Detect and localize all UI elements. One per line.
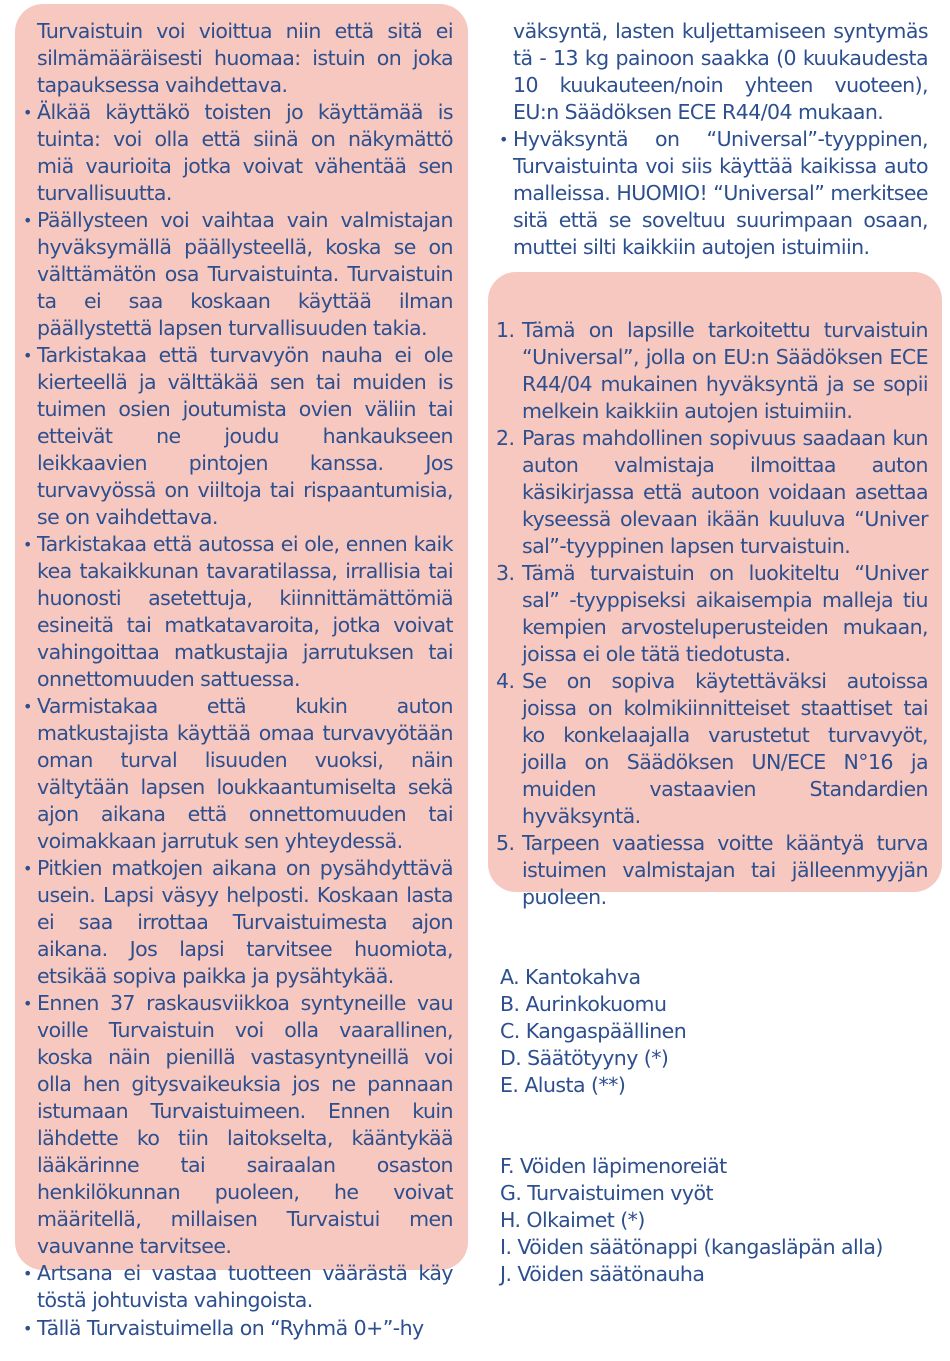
left-bullet-text: Artsana ei vastaa tuotteen väärästä käy töstä johtuvista vahingoista.	[37, 1261, 453, 1312]
part-label: G. Turvaistuimen vyöt	[500, 1181, 713, 1205]
part-label: A. Kantokahva	[500, 965, 641, 989]
part-label: F. Vöiden läpimenoreiät	[500, 1154, 727, 1178]
numbered-item	[496, 425, 928, 560]
bullet-dot-icon: •	[23, 346, 32, 365]
bullet-dot-icon: •	[23, 859, 32, 878]
part-label: C. Kangaspäällinen	[500, 1019, 687, 1043]
left-bullet-item	[20, 531, 453, 693]
numbered-list	[496, 317, 928, 911]
numbered-item	[496, 830, 928, 911]
numbered-item	[496, 560, 928, 668]
left-bullet-text: Pitkien matkojen aikana on pysähdyttävä usein. Lapsi väsyy helposti. Koskaan lasta ei saa irrottaa Turvaistuimesta ajon aikana. Jos lapsi tarvitsee huomiota, etsikää sopiva paikka ja pysähtykää.	[37, 856, 453, 988]
bullet-dot-icon: •	[23, 211, 32, 230]
left-bullet-item	[20, 1260, 453, 1314]
part-label: E. Alusta (**)	[500, 1073, 626, 1097]
parts-list-a-e	[500, 964, 940, 1099]
numbered-item	[496, 668, 928, 830]
item-text: Paras mahdollinen sopivuus saadaan kun auton valmistaja ilmoittaa auton käsikirjassa että autoon voidaan asettaa kyseessä olevaan ikään kuuluva “Univer sal”-tyyppinen lapsen turvaistuin.	[522, 426, 928, 558]
bottom-bullet-item	[20, 1315, 460, 1342]
left-bullet-text: Ennen 37 raskausviikkoa syntyneille vau voille Turvaistuin voi olla vaarallinen, koska näin pienillä vastasyntyneillä voi olla hen gitysvaikeuksia jos ne pannaan istumaan Turvaistuimeen. Ennen kuin lähdette ko tiin laitokselta, kääntykää lääkärinne tai sairaalan osaston henkilökunnan puoleen, he voivat määritellä, millaisen Turvaistui men vauvanne tarvitsee.	[37, 991, 453, 1258]
item-number: 4.	[496, 669, 515, 693]
left-bullet-item	[20, 207, 453, 342]
bullet-dot-icon: •	[23, 535, 32, 554]
left-bullet-item	[20, 342, 453, 531]
bullet-dot-icon: •	[23, 994, 32, 1013]
part-label: J. Vöiden säätönauha	[500, 1262, 705, 1286]
bullet-dot-icon: •	[23, 1319, 32, 1338]
part-label: D. Säätötyyny (*)	[500, 1046, 669, 1070]
parts-list-f-j	[500, 1153, 940, 1288]
left-bullet-text: Älkää käyttäkö toisten jo käyttämää is tuinta: voi olla että siinä on näkymättö miä vaurioita jotka voivat vähentää sen turvallisuutta.	[37, 100, 453, 205]
left-bullet-text: Varmistakaa että kukin auton matkustajista käyttää omaa turvavyötään oman turval lisuuden vuoksi, näin vältytään lapsen loukkaantumiselta sekä ajon aikana että onnettomuuden tai voimakkaan jarrutuk sen yhteydessä.	[37, 694, 453, 853]
part-label: B. Aurinkokuomu	[500, 992, 667, 1016]
left-intro-paragraph: Turvaistuin voi vioittua niin että sitä ei silmämääräisesti huomaa: istuin on joka tapauksessa vaihdettava.	[37, 19, 453, 97]
item-number: 3.	[496, 561, 515, 585]
bottom-bullet-line	[20, 1315, 460, 1342]
left-bullet-item	[20, 990, 453, 1260]
item-text: Tämä on lapsille tarkoitettu turvaistuin “Universal”, jolla on EU:n Säädöksen ECE R44/04 mukainen hyväksyntä ja se sopii melkein kaikkiin autojen istuimiin.	[522, 318, 928, 423]
right-bullet-item	[496, 126, 928, 261]
right-column-top-text	[496, 18, 928, 261]
item-number: 2.	[496, 426, 515, 450]
bullet-dot-icon: •	[23, 103, 32, 122]
bullet-dot-icon: •	[499, 130, 508, 149]
right-bullet-text: Hyväksyntä on “Universal”-tyyppinen, Turvaistuinta voi siis käyttää kaikissa auto malleissa. HUOMIO! “Universal” merkitsee sitä että se soveltuu suurimpaan osaan, muttei silti kaikkiin autojen istuimiin.	[513, 127, 928, 259]
item-number: 5.	[496, 831, 515, 855]
part-label: H. Olkaimet (*)	[500, 1208, 645, 1232]
left-bullet-item	[20, 855, 453, 990]
left-bullet-text: Tarkistakaa että autossa ei ole, ennen kaik kea takaikkunan tavaratilassa, irrallisia tai huonosti asetettuja, kiinnittämättömiä esineitä tai matkatavaroita, jotka voivat vahingoittaa matkustajia jarrutuksen tai onnettomuuden sattuessa.	[37, 532, 453, 691]
item-text: Se on sopiva käytettäväksi autoissa joissa on kolmikiinnitteiset staattiset tai ko konkelaajalla varustetut turvavyöt, joilla on Säädöksen UN/ECE N°16 ja muiden vastaavien Standardien hyväksyntä.	[522, 669, 928, 828]
item-text: Tämä turvaistuin on luokiteltu “Univer sal” -tyyppiseksi aikaisempia malleja tiu kempien arvosteluperusteiden mukaan, joissa ei ole tätä tiedotusta.	[522, 561, 928, 666]
left-column-text	[20, 18, 453, 1314]
left-bullet-text: Tarkistakaa että turvavyön nauha ei ole kierteellä ja välttäkää sen tai muiden is tuimen osien joutumista ovien väliin tai etteivät ne joudu hankaukseen leikkaavien pintojen kanssa. Jos turvavyössä on viiltoja tai rispaantumisia, se on vaihdettava.	[37, 343, 453, 529]
part-label: I. Vöiden säätönappi (kangasläpän alla)	[500, 1235, 883, 1259]
right-continuation-paragraph: väksyntä, lasten kuljettamiseen syntymäs tä - 13 kg painoon saakka (0 kuukaudesta 10 kuukauteen/noin yhteen vuoteen), EU:n Säädöksen ECE R44/04 mukaan.	[513, 19, 928, 124]
left-bullet-item	[20, 693, 453, 855]
bullet-dot-icon: •	[23, 697, 32, 716]
left-bullet-text: Päällysteen voi vaihtaa vain valmistajan hyväksymällä päällysteellä, koska se on välttämätön osa Turvaistuinta. Turvaistuin ta ei saa koskaan käyttää ilman päällystettä lapsen turvallisuuden takia.	[37, 208, 453, 340]
bullet-dot-icon: •	[23, 1264, 32, 1283]
item-number: 1.	[496, 318, 515, 342]
item-text: Tarpeen vaatiessa voitte kääntyä turva istuimen valmistajan tai jälleenmyyjän puoleen.	[522, 831, 928, 909]
bottom-bullet-text: Tällä Turvaistuimella on “Ryhmä 0+”-hy	[37, 1316, 424, 1340]
left-bullet-item	[20, 99, 453, 207]
numbered-item	[496, 317, 928, 425]
